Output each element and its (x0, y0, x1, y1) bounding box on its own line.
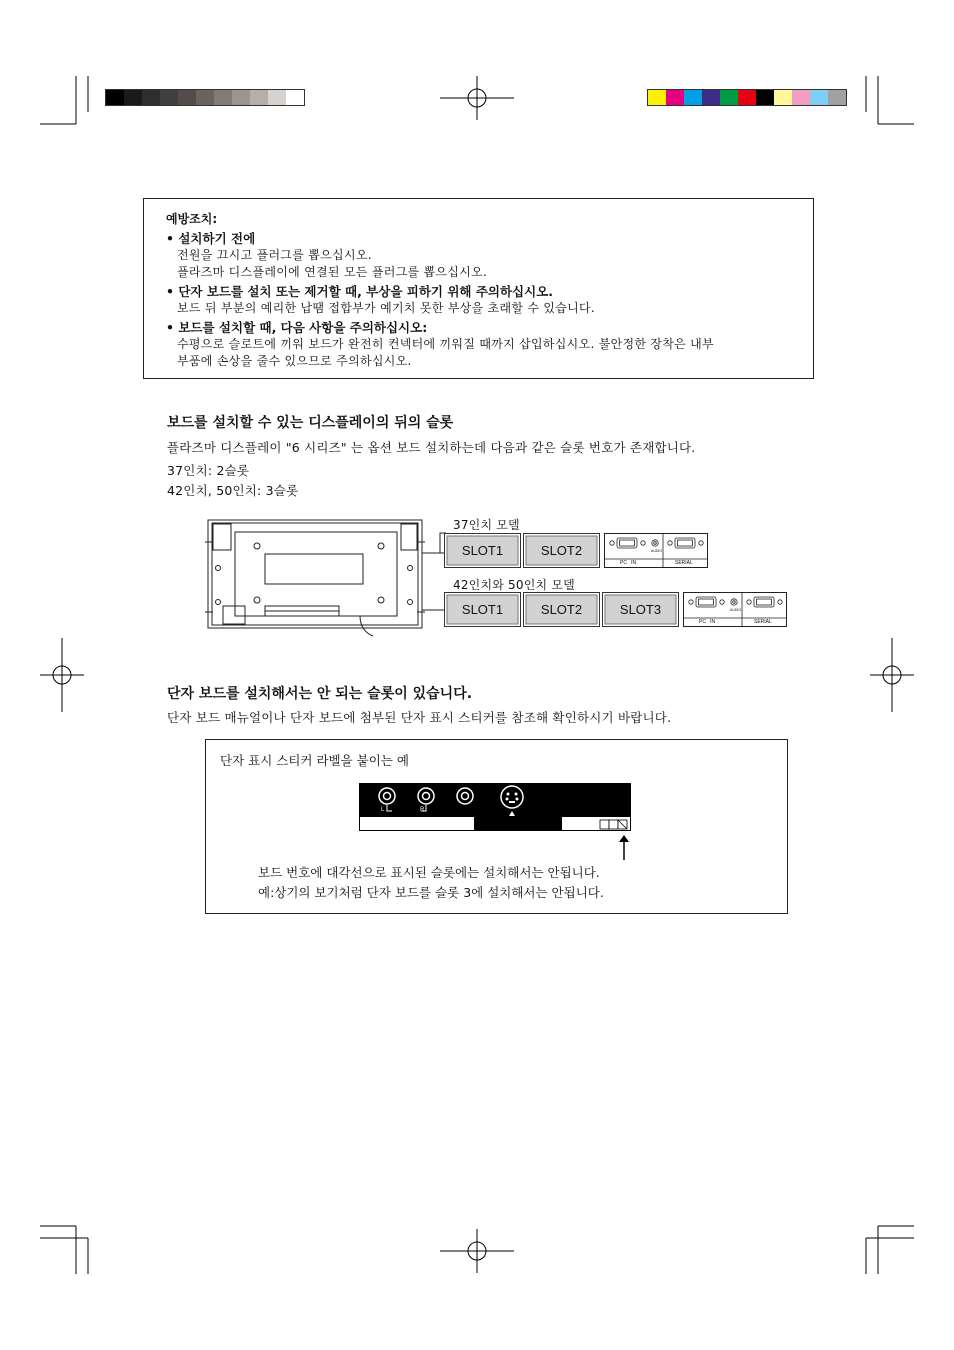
gray-swatch (178, 90, 196, 105)
model-42-50-label: 42인치와 50인치 모델 (453, 578, 575, 592)
jack-right-label: R (420, 807, 425, 813)
sticker-note-2: 예:상기의 보기처럼 단자 보드를 슬롯 3에 설치해서는 안됩니다. (258, 885, 604, 900)
audio-label: AUDIO (651, 549, 663, 553)
serial-label: SERIAL (675, 559, 693, 566)
caution-box (143, 198, 814, 379)
caution-heading-1: • 설치하기 전에 (166, 231, 256, 246)
color-swatch (648, 90, 666, 105)
sticker-example-box (205, 739, 788, 914)
gray-swatch (160, 90, 178, 105)
model-37-label: 37인치 모델 (453, 518, 520, 532)
sticker-note-1: 보드 번호에 대각선으로 표시된 슬롯에는 설치해서는 안됩니다. (258, 865, 600, 880)
display-rear-illustration (205, 518, 445, 638)
grayscale-color-bar (105, 89, 305, 106)
caution-line: 수평으로 슬로트에 끼워 보드가 완전히 컨넥터에 끼워질 때까지 삽입하십시오. 불안정한 장착은 내부 (177, 337, 714, 351)
section-heading-restricted: 단자 보드를 설치해서는 안 되는 슬롯이 있습니다. (167, 686, 473, 702)
color-swatch (792, 90, 810, 105)
gray-swatch (250, 90, 268, 105)
caution-heading-2: • 단자 보드를 설치 또는 제거할 때, 부상을 피하기 위해 주의하십시오. (166, 284, 554, 299)
color-swatch (720, 90, 738, 105)
audio-label: AUDIO (730, 608, 742, 612)
serial-label: SERIAL (754, 618, 772, 625)
gray-swatch (124, 90, 142, 105)
sticker-title: 단자 표시 스티커 라벨을 붙이는 예 (220, 753, 409, 768)
section2-intro: 단자 보드 매뉴얼이나 단자 보드에 첨부된 단자 표시 스티커를 참조해 확인하시기 바랍니다. (167, 710, 672, 725)
color-swatch (756, 90, 774, 105)
color-swatch (774, 90, 792, 105)
section-intro: 플라즈마 디스플레이 "6 시리즈" 는 옵션 보드 설치하는데 다음과 같은 슬롯 번호가 존재합니다. (167, 440, 696, 455)
color-swatch (828, 90, 846, 105)
pc-in-label: PC IN (620, 559, 637, 566)
slot-count-37: 37인치: 2슬롯 (167, 463, 250, 478)
caution-title: 예방조치: (166, 212, 218, 226)
caution-line: 보드 뒤 부분의 예리한 납땜 접합부가 예기치 못한 부상을 초래할 수 있습니다. (177, 301, 596, 315)
gray-swatch (268, 90, 286, 105)
gray-swatch (196, 90, 214, 105)
caution-line: 플라즈마 디스플레이에 연결된 모든 플러그를 뽑으십시오. (177, 265, 488, 279)
slot-42-3: SLOT3 (602, 592, 679, 627)
process-color-bar (647, 89, 847, 106)
gray-swatch (286, 90, 304, 105)
up-arrow-icon (616, 835, 632, 861)
gray-swatch (232, 90, 250, 105)
slot-count-42-50: 42인치, 50인치: 3슬롯 (167, 483, 299, 498)
color-swatch (810, 90, 828, 105)
color-swatch (666, 90, 684, 105)
color-swatch (684, 90, 702, 105)
connector-panel-42 (683, 592, 787, 627)
caution-line: 전원을 끄시고 플러그를 뽑으십시오. (177, 248, 372, 262)
gray-swatch (142, 90, 160, 105)
caution-heading-3: • 보드를 설치할 때, 다음 사항을 주의하십시오: (166, 320, 428, 335)
caution-line: 부품에 손상을 줄수 있으므로 주의하십시오. (177, 354, 412, 368)
slot-42-2: SLOT2 (523, 592, 600, 627)
slot-37-1: SLOT1 (444, 533, 521, 568)
pc-in-label: PC IN (699, 618, 716, 625)
gray-swatch (106, 90, 124, 105)
color-swatch (702, 90, 720, 105)
slot-42-1: SLOT1 (444, 592, 521, 627)
sticker-label-graphic (359, 783, 631, 831)
slot-37-2: SLOT2 (523, 533, 600, 568)
gray-swatch (214, 90, 232, 105)
connector-panel-37 (604, 533, 708, 568)
section-heading-slots: 보드를 설치할 수 있는 디스플레이의 뒤의 슬롯 (167, 415, 454, 431)
color-swatch (738, 90, 756, 105)
jack-left-label: L (381, 807, 385, 813)
